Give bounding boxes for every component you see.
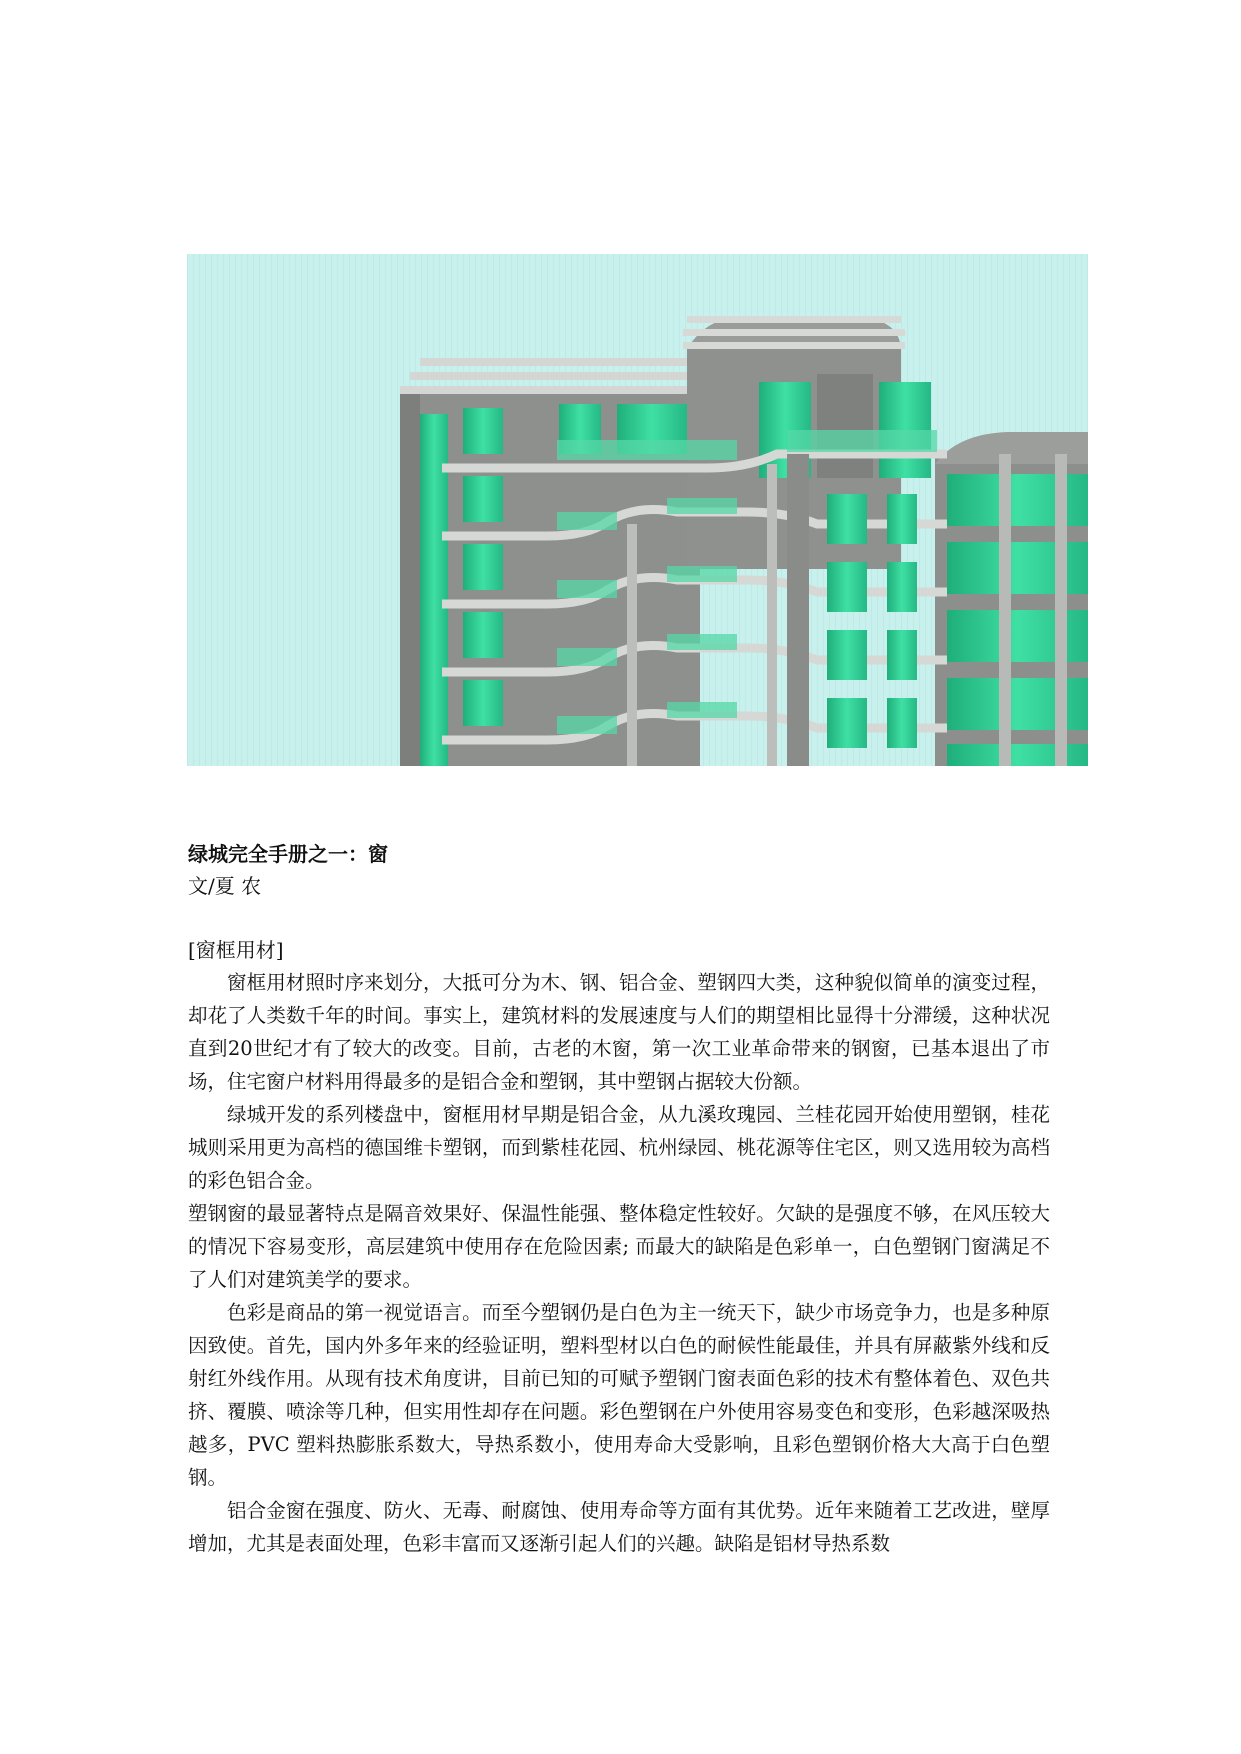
building-photo: [187, 254, 1088, 766]
article: [188, 838, 1050, 1560]
paragraph: 塑钢窗的最显著特点是隔音效果好、保温性能强、整体稳定性较好。欠缺的是强度不够，在风压较大的情况下容易变形，高层建筑中使用存在危险因素; 而最大的缺陷是色彩单一，白色塑钢门窗满足不了人们对建筑美学的要求。: [188, 1202, 1050, 1291]
article-title: 绿城完全手册之一：窗: [188, 842, 388, 866]
paragraph: 色彩是商品的第一视觉语言。而至今塑钢仍是白色为主一统天下，缺少市场竞争力，也是多种原因致使。首先，国内外多年来的经验证明，塑料型材以白色的耐候性能最佳，并具有屏蔽紫外线和反射红外线作用。从现有技术角度讲，目前已知的可赋予塑钢门窗表面色彩的技术有整体着色、双色共挤、覆膜、喷涂等几种，但实用性却存在问题。彩色塑钢在户外使用容易变色和变形，色彩越深吸热越多，PVC 塑料热膨胀系数大，导热系数小，使用寿命大受影响，且彩色塑钢价格大大高于白色塑钢。: [188, 1301, 1050, 1489]
article-byline: 文/夏 农: [188, 874, 262, 898]
building-photo-icon: [187, 254, 1088, 766]
paragraph: 窗框用材照时序来划分，大抵可分为木、钢、铝合金、塑钢四大类，这种貌似简单的演变过程，却花了人类数千年的时间。事实上，建筑材料的发展速度与人们的期望相比显得十分滞缓，这种状况直到20世纪才有了较大的改变。目前，古老的木窗，第一次工业革命带来的钢窗，已基本退出了市场，住宅窗户材料用得最多的是铝合金和塑钢，其中塑钢占据较大份额。: [188, 971, 1050, 1093]
paragraph: 绿城开发的系列楼盘中，窗框用材早期是铝合金，从九溪玫瑰园、兰桂花园开始使用塑钢，桂花城则采用更为高档的德国维卡塑钢，而到紫桂花园、杭州绿园、桃花源等住宅区，则又选用较为高档的彩色铝合金。: [188, 1103, 1050, 1192]
paragraph: 铝合金窗在强度、防火、无毒、耐腐蚀、使用寿命等方面有其优势。近年来随着工艺改进，壁厚增加，尤其是表面处理，色彩丰富而又逐渐引起人们的兴趣。缺陷是铝材导热系数: [188, 1499, 1050, 1555]
section-heading: [窗框用材]: [188, 938, 284, 962]
